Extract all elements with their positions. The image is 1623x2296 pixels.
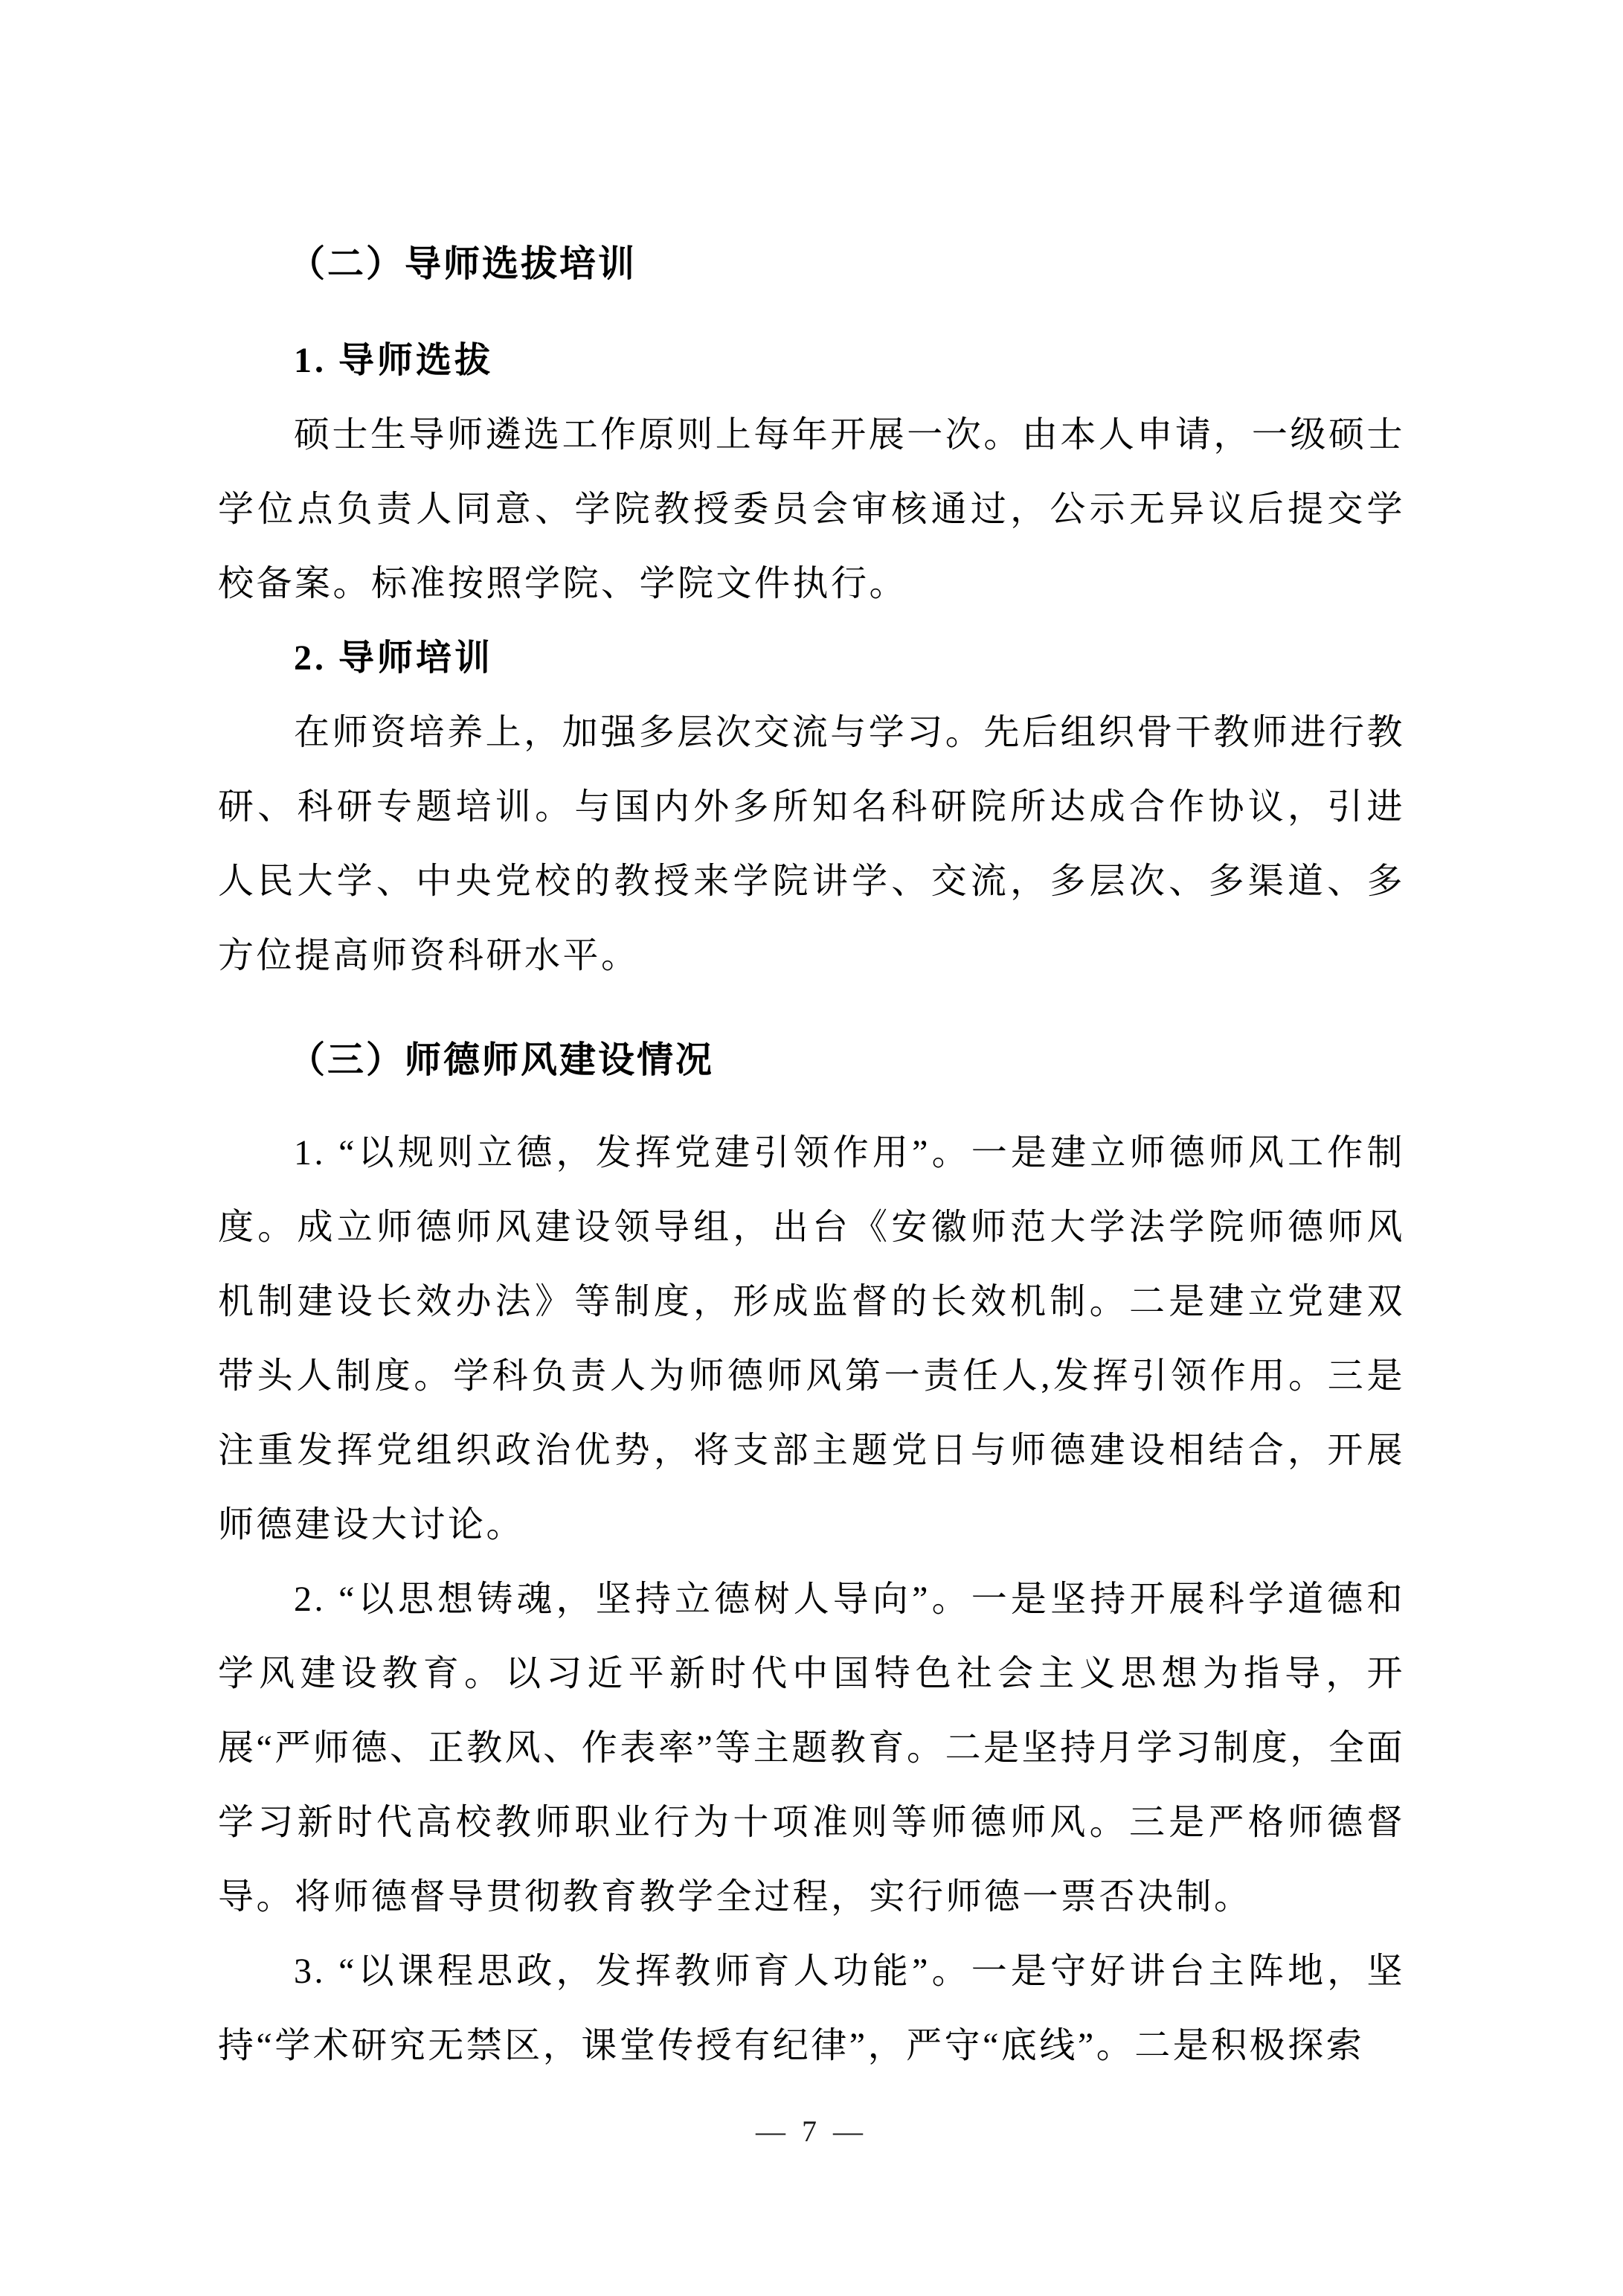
paragraph-tutor-selection: 硕士生导师遴选工作原则上每年开展一次。由本人申请，一级硕士学位点负责人同意、学院教授委员会审核通过，公示无异议后提交学校备案。标准按照学院、学院文件执行。 — [218, 415, 1405, 603]
document-body — [218, 227, 1405, 2083]
section-heading-tutor-selection-training: （二）导师选拔培训 — [289, 244, 637, 284]
page-number: — 7 — — [756, 2114, 867, 2148]
paragraph-ethics-point-2: 2. “以思想铸魂，坚持立德树人导向”。一是坚持开展科学道德和学风建设教育。以习近平新时代中国特色社会主义思想为指导，开展“严师德、正教风、作表率”等主题教育。二是坚持月学习制度，全面学习新时代高校教师职业行为十项准则等师德师风。三是严格师德督导。将师德督导贯彻教育教学全过程，实行师德一票否决制。 — [218, 1580, 1405, 1917]
paragraph-ethics-point-3: 3. “以课程思政，发挥教师育人功能”。一是守好讲台主阵地，坚持“学术研究无禁区，课堂传授有纪律”，严守“底线”。二是积极探索 — [218, 1952, 1405, 2065]
section-heading-teacher-ethics: （三）师德师风建设情况 — [289, 1040, 715, 1080]
paragraph-ethics-point-1: 1. “以规则立德，发挥党建引领作用”。一是建立师德师风工作制度。成立师德师风建设领导组，出台《安徽师范大学法学院师德师风机制建设长效办法》等制度，形成监督的长效机制。二是建立党建双带头人制度。学科负责人为师德师风第一责任人,发挥引领作用。三是注重发挥党组织政治优势，将支部主题党日与师德建设相结合，开展师德建设大讨论。 — [218, 1133, 1405, 1545]
subheading-tutor-training: 2. 导师培训 — [294, 638, 494, 678]
paragraph-tutor-training: 在师资培养上，加强多层次交流与学习。先后组织骨干教师进行教研、科研专题培训。与国内外多所知名科研院所达成合作协议，引进人民大学、中央党校的教授来学院讲学、交流，多层次、多渠道、多方位提高师资科研水平。 — [218, 713, 1405, 975]
subheading-tutor-selection: 1. 导师选拔 — [294, 341, 494, 380]
